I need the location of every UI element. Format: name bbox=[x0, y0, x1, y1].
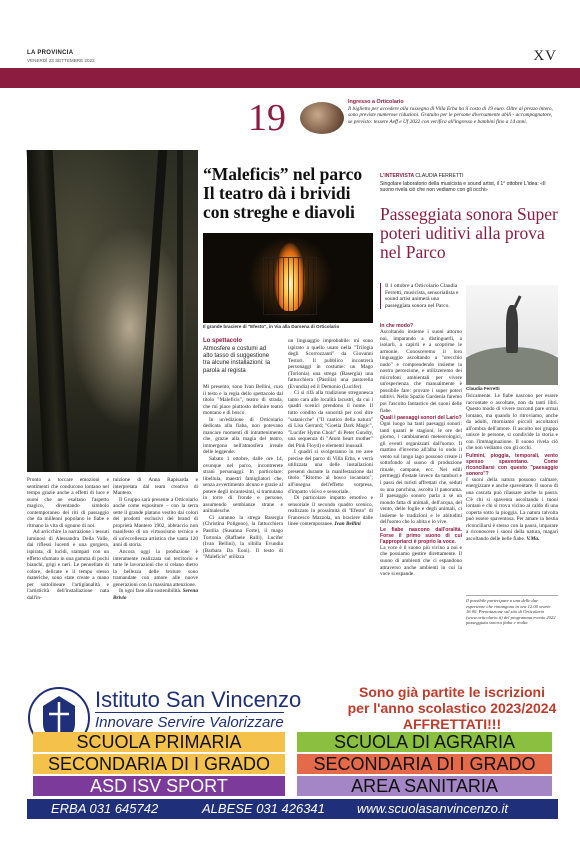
forest-photo bbox=[27, 150, 198, 472]
info-thumbnail bbox=[300, 102, 344, 134]
interview-label: L'INTERVISTA CLAUDIA FERRETTI bbox=[380, 173, 464, 179]
byline: Serena Brivio bbox=[113, 588, 198, 601]
article1-column-b: tuizione di Anna Rapisarda e interpretata dal team creativo di Mantero. Il Gruppo sarà presente a Orticolario anche come espositore – con la serra sette il grande platano vestito dai colori dei prodotti esclusivi del brand di proprietà Mantero 1902, abbraccio non manifesto di un virtuosismo tecnico e di un'eccellenza artistica che vanta 120 anni di storia. Ancora oggi la produzione è interamente realizzata sul territorio e tutte le lavorazioni che si celano dietro la bellezza delle texture sono tramandate con amore alle nuove generazioni con la massima attenzione. In ogni fase alla sostenibilità. Serena Brivio bbox=[113, 477, 198, 601]
enrollment-promo: Sono già partite le iscrizioni per l'anno scolastico 2023/2024 AFFRETTATI!!! bbox=[347, 684, 557, 732]
byline: Ivan Bellini bbox=[334, 521, 361, 528]
section-bar bbox=[0, 68, 580, 88]
info-heading: Ingresso a Orticolario bbox=[348, 99, 404, 105]
portrait-photo bbox=[466, 285, 558, 385]
school-name: Istituto San Vincenzo bbox=[95, 687, 302, 712]
interview-lead: Il 1 ottobre a Orticolario Claudia Ferretti, musicista, sensorialista e sound artist animerà una passeggiata sonora nel Parco. bbox=[380, 283, 460, 309]
photo-caption: Il grande braciere di "Efesto", in Via alla Darsena di Orticolario bbox=[203, 324, 340, 329]
contact-bar bbox=[27, 799, 558, 819]
article1-headline: “Maleficis” nel parco Il teatro dà i brividi con streghe e diavoli bbox=[203, 164, 363, 222]
interview-headline: Passeggiata sonora Super poteri uditivi alla prova nel Parco bbox=[380, 204, 558, 262]
booking-note: Il possibile partecipare a una delle due esperienze che rimangono in ora 12.00 orarie 16.00. Prenotazione sul sito di Orticolario (www.orticolario.it) del programma evento 2022 passeggiata sonora fiaba e realta bbox=[466, 595, 558, 626]
article1-column-d: un linguaggio improbabile: mi sono ispirato a quello usato nella "Trilogia degli Scorrozzanti" da Giovanni Testori. Il pubblico incontrerà personaggi in costume: un Mago (Torionia) una strega (Basergia) una fattucchiera (Pastilia) una pastorella (Evundia) ed il Demonio (Lucifer). Ci si rifà alla tradizione stregonesca tanto cara alle località lacustri, da cui i quadri scenici prendono il nome. Il tutto condito da sonorità per così dire "satanicche" ("Il cantico della natura" di Lisa Gerrard; "Goetia Dark Magic", "Lucifer Hymn Choir" di Peter Gundry, una sequenza di "Atom heart mother" dei Pink Floyd) e elementi inusuali. I quadri si svolgeranno in tre aree precise del parco di Villa Erba, e verrà utilizzata una delle installazioni presenti durante la manifestazione dal titolo "Ritorno al bosco incantato", all'insegna dell'effetto sorpresa, d'impatto visivo e sensoriale. Di particolare impatto emotivo e sensoriale il secondo quadro scenico, realizzato in prossimità di "Efesto" di Francesco Mazzola, un braciere dalle linee contemporanee. Ivan Bellini bbox=[288, 338, 373, 528]
page-number: XV bbox=[533, 48, 557, 64]
school-motto: Innovare Servire Valorizzare bbox=[95, 714, 284, 731]
course-tile: SCUOLA PRIMARIA bbox=[33, 732, 285, 752]
website-link[interactable]: www.scuolasanvincenzo.it bbox=[357, 801, 509, 816]
course-tile: AREA SANITARIA bbox=[297, 776, 552, 796]
course-tile: SECONDARIA DI I GRADO bbox=[33, 754, 285, 774]
article1-column-c: Mi presento, sono Ivan Bellini, curo il testo e la regia dello spettacolo dal titolo "Maleficis", teatro di strada, che mi piace piuttosto definire teatro montano e di bosco. In un'edizione di Orticolario dedicata alla fiaba, non potevano mancare momenti di intrattenimento che, grazie alla magia del teatro, immergono nell'atmosfera irreale delle leggende. Sabato 1 ottobre, dalle ore 14, ovunque nel parco, incontrerete strani personaggi. In particolare: libellula, maestri famigliatori che, senza avvertimento alcuno e grazie al potere degli incantesimi, si tramutano in torre di fronde e persone, assumendo sembianze strane e animalesche. Ci saranno la strega Basergia (Christina Poligeno), la fattucchiera Pastilia (Susanna Forte), il mago Tortonia (Raffaele Ralli), Lucifer (Ivan Bellini), la sibilla Evundia (Barbara Da Eoni). Il testo di "Maleficis" utilizza bbox=[203, 384, 283, 561]
article1-subheading: Atmosfere e costumi ad alto tasso di suggestione tra alcune installazioni: la parola al regista bbox=[203, 346, 271, 374]
byline: V.Ma. bbox=[526, 535, 540, 542]
info-text: Il biglietto per accedere alla rassegna di Villa Erba ha il costo di 19 euro. Oltre al prezzo intero, sono previste numerose riduzioni. Gratuito per le persone diversamente abili - accompagnatore, se previsto: tessere Aeff e Uf 2022 con verifica all'ingresso e bambini fino a 14 anni. bbox=[348, 106, 553, 125]
interview-column-a: In che modo? Ascoltando insieme i suoni attorno noi, imparando a distinguerli, a isolarli, a capirli e a scoprirne le armonie. Conosceremo il loro linguaggio ascoltando a "orecchio nudo" e comprendendo insieme la nostra percezione, e utilizzeremo dei microfoni ambientali per vivere un'esperienza che manualmente è possibile fare: provare i super poteri uditivi. Nello Spazio Gardenia faremo poi l'ascolto fantastico dei suoni delle fiabe. Quali i paesaggi sonori del Lario? Ogni luogo ha tanti paesaggi sonori: tanti quanti le stagioni, le ore del giorno, i cambiamenti meteorologici, gli eventi organizzati dall'uomo. Il mattino d'inverno all'alba lo ondo il vento sul lungo lago possono creare il sottofondo al suono di produzione rituale, campane, ecc. Nei edili permeggi d'estate invece da tamburi e i passi dei turisti affrettati che, seduti su una panchina, ascolta il panorama. Il paesaggio sonoro parla a sé un mondo fatta di animali, dell'acqua, del vento, delle foglie e degli animali, ci insieme le tradizioni e le abitudini dell'uomo che lo abita e lo vive. Le fiabe nascono dall'oralità. Forse il primo suono di cui l'appropriarci è proprio la voce. La voce è il suono più vicino a noi e che possiamo gestire direttamente. Il suono di ambienti che ci espandono attraverso anche ambienti in cui la voce si espande. bbox=[380, 323, 462, 578]
brazier-photo bbox=[203, 233, 373, 323]
interview-column-b: fisicamente. Le fiabe nascono per essere raccontate o ascoltate, non da tanti libri. Questo modo di vivere racconti pare ormai lontano, ma quando lo ritroviamo, anche da adulti, ritorniamo piccoli ascoltatori all'ombra dell'amore. Il ascolto nei gruppo unisce le persone, si condivide la storia e con l'immaginazione. Il suono rivela ciò che non vediamo con gli occhi. Fulmini, pioggia, temporali, vento spesso spaventano. Come riconciliarsi con questo "paesaggio sonoro"? I suoni della natura possono calmare, energizzare e anche spaventare. Il suono di una cascata può rilassare anche la paura. C'è chi si spaventa ascoltando i tuoni lontani e chi si trova vicino al caldo di una coperta sotto la pioggia. La natura talvolta può essere spaventosa. Per amare la bestia riconciliarsi è stesso con la paura, imparare a riconoscere i suoni della natura, magari ascoltando delle belle fiabe. V.Ma. bbox=[466, 393, 558, 542]
interview-subheading: Singolare laboratorio della musicista e sound artist, il 1° ottobre L'idea: «Il suono rivela ciò che non vediamo con gli occhi» bbox=[380, 181, 546, 194]
article1-kicker: Lo spettacolo bbox=[203, 338, 243, 344]
course-tile: SECONDARIA DI I GRADO bbox=[297, 754, 552, 774]
portrait-caption: Claudia Ferretti bbox=[466, 386, 500, 391]
newspaper-name: LA PROVINCIA bbox=[27, 50, 74, 56]
course-tile: ASD ISV SPORT bbox=[33, 776, 285, 796]
info-number: 19 bbox=[248, 97, 286, 139]
info-box bbox=[248, 96, 558, 148]
phone-albese: ALBESE 031 426341 bbox=[202, 801, 325, 816]
article1-column-a: Pronto a toccare emozioni e sentimenti che conducono lontano nel tempo grazie anche a effetti di luce e suoni che ne esaltano l'aspetto magico, diventando simbolo contemporaneo dei riti di passaggio che da millenni popolano le fiabe e ritmano la vita di ognuno di noi. Ad arricchire la narrazione i tessuti luminosi di Alessandra Della Valle, dai riflessi lucenti e una gorgiera, ispirata, di lucidi, stampati con un effetto sfumato in una gamma di pochi bianchi, grigi e neri. Le pennellate di colore, delicate e il tempo stesso materiche, sono state create a mano per sottolineare l'artigianalità e l'artisticità dell'installazione nata dall'in- bbox=[27, 477, 109, 601]
phone-erba: ERBA 031 645742 bbox=[51, 801, 159, 816]
advertisement bbox=[27, 680, 558, 828]
masthead bbox=[27, 50, 557, 70]
issue-date: VENERDÌ 23 SETTEMBRE 2022 bbox=[27, 58, 95, 63]
course-tile: SCUOLA DI AGRARIA bbox=[297, 732, 552, 752]
